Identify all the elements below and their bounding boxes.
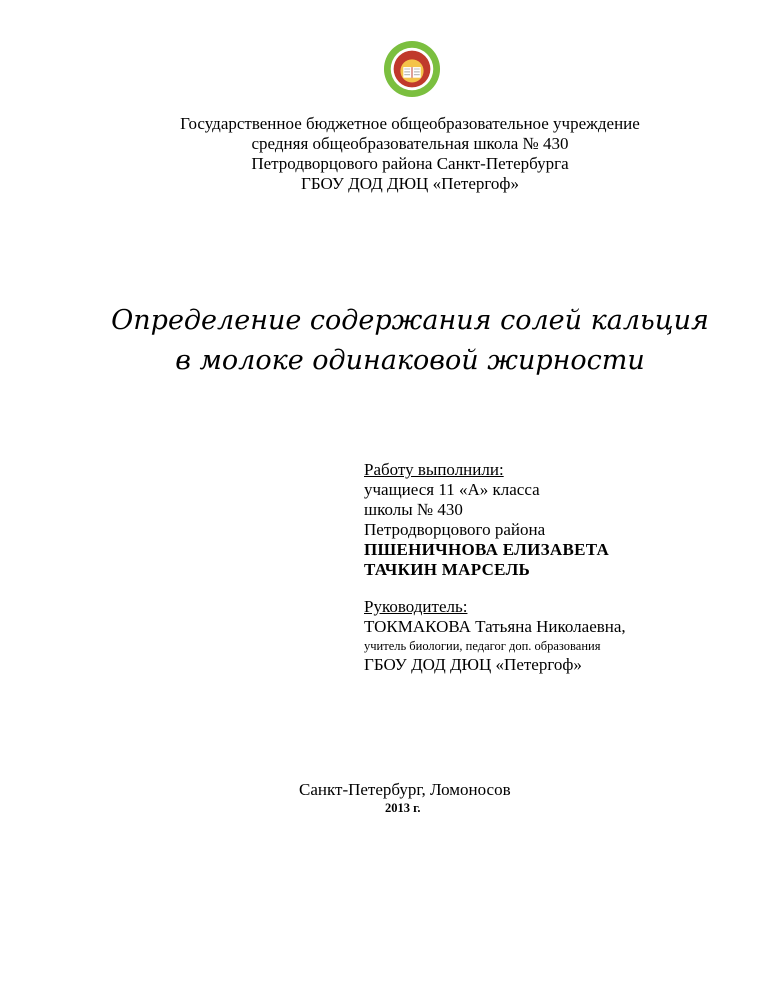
supervisor-position: учитель биологии, педагог доп. образования bbox=[364, 639, 601, 653]
authors-heading: Работу выполнили: bbox=[364, 460, 504, 479]
title-line-2: в молоке одинаковой жирности bbox=[175, 345, 645, 376]
authors-district: Петродворцового района bbox=[364, 520, 546, 539]
supervisor-heading: Руководитель: bbox=[364, 597, 468, 616]
header-line-4: ГБОУ ДОД ДЮЦ «Петергоф» bbox=[301, 174, 519, 193]
header-line-1: Государственное бюджетное общеобразовательное учреждение bbox=[180, 114, 640, 133]
institution-header bbox=[0, 114, 768, 194]
school-emblem-icon bbox=[383, 40, 441, 98]
footer-city: Санкт-Петербург, Ломоносов bbox=[299, 780, 511, 799]
header-line-2: средняя общеобразовательная школа № 430 bbox=[251, 134, 569, 153]
supervisor-org: ГБОУ ДОД ДЮЦ «Петергоф» bbox=[364, 655, 582, 674]
document-title bbox=[0, 301, 768, 381]
footer-year: 2013 г. bbox=[385, 801, 421, 815]
supervisor-name: ТОКМАКОВА Татьяна Николаевна, bbox=[364, 617, 626, 636]
author-name-2: ТАЧКИН МАРСЕЛЬ bbox=[364, 560, 531, 579]
title-line-1: Определение содержания солей кальция bbox=[111, 305, 709, 336]
author-name-1: ПШЕНИЧНОВА ЕЛИЗАВЕТА bbox=[364, 540, 610, 559]
authors-school: школы № 430 bbox=[364, 500, 463, 519]
header-line-3: Петродворцового района Санкт-Петербурга bbox=[251, 154, 569, 173]
authors-class: учащиеся 11 «А» класса bbox=[364, 480, 540, 499]
authors-block bbox=[364, 460, 626, 675]
